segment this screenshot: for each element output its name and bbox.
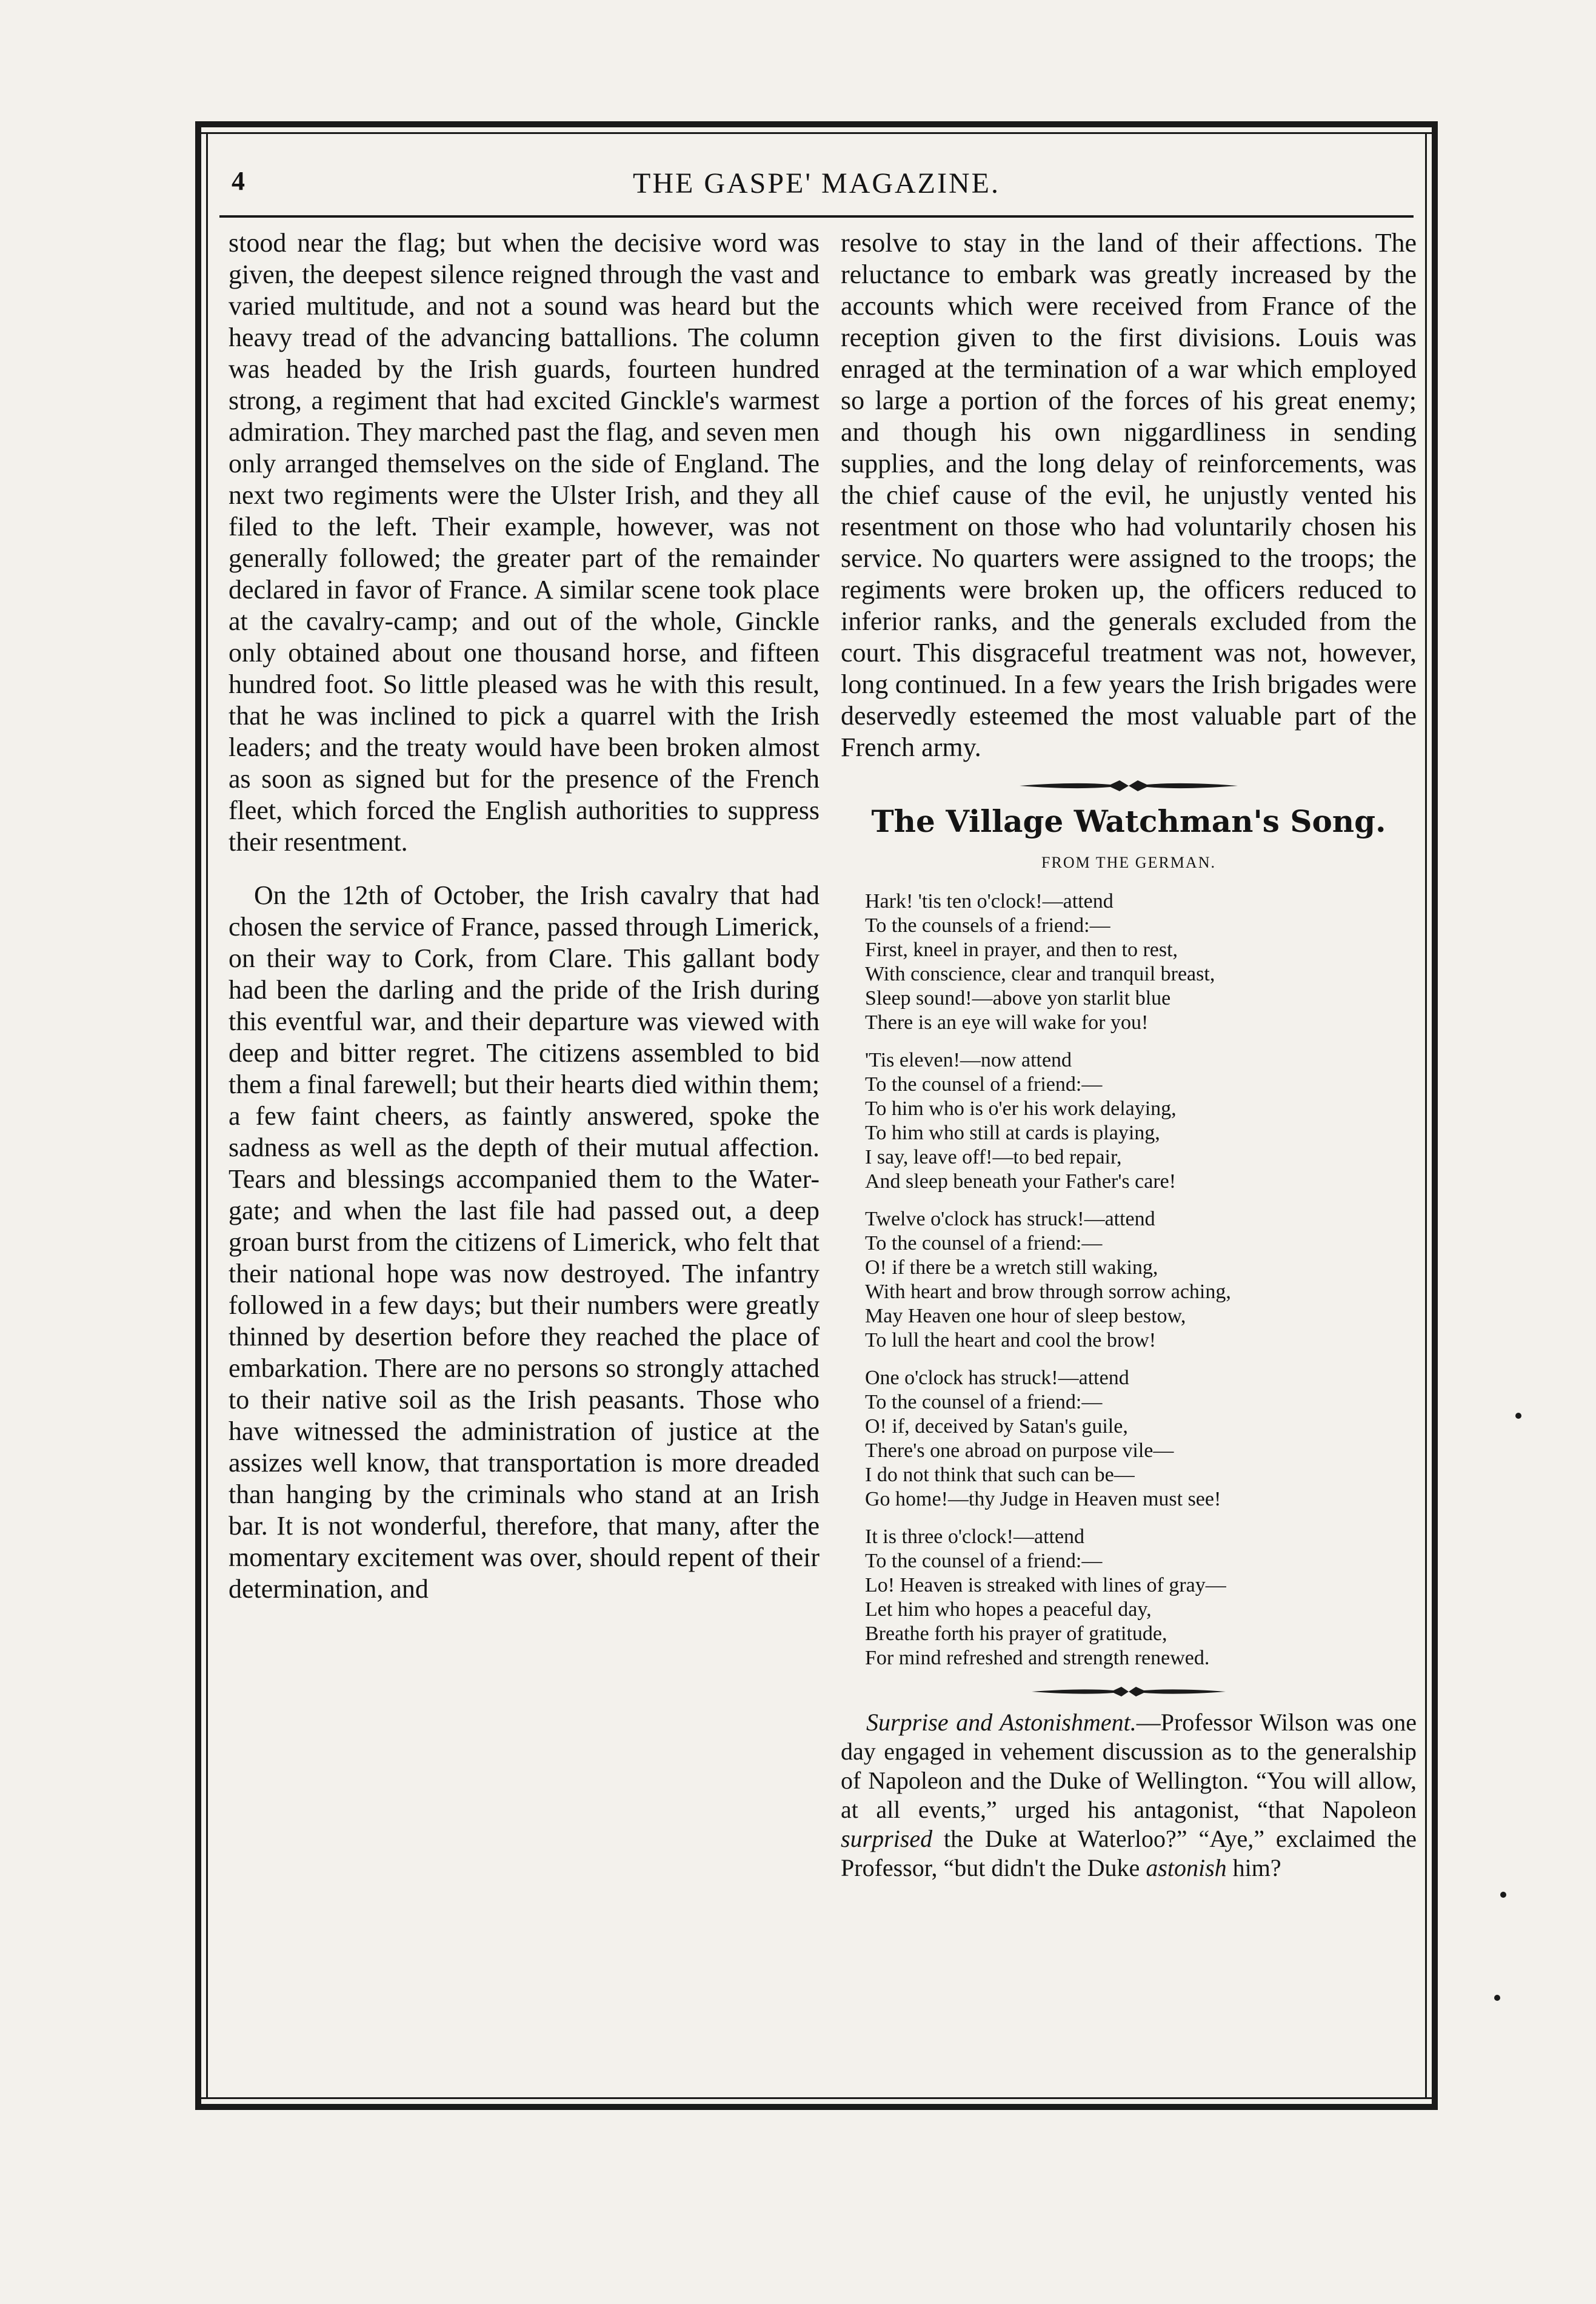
article-paragraph: resolve to stay in the land of their affections. The reluctance to embark was greatly increased by the accounts which were received from France of the reception given to the first divisions. Louis was enraged at the termination of a war which employed so large a portion of the forces of his great enemy; and though his own niggardliness in sending supplies, and the long delay of reinforcements, was the chief cause of the evil, he unjustly vented his resentment on those who had voluntarily chosen his service. No quarters were assigned to the troops; the regiments were broken up, the officers reduced to inferior ranks, and the generals excluded from the court. This disgraceful treatment was not, however, long continued. In a few years the Irish brigades were deservedly esteemed the most valuable part of the French army. <box>841 228 1417 762</box>
anecdote-text: the Duke at Waterloo?” “Aye,” exclaimed the Professor, “but didn't the Duke <box>841 1825 1417 1881</box>
poem-line: I do not think that such can be— <box>865 1464 1135 1486</box>
border-rule <box>195 121 1438 127</box>
poem-line: Let him who hopes a peaceful day, <box>865 1598 1152 1621</box>
article-paragraph: stood near the flag; but when the decisive word was given, the deepest silence reigned through the vast and varied multitude, and not a sound was heard but the heavy tread of the advancing battallions. The column was headed by the Irish guards, fourteen hundred strong, a regiment that had excited Ginckle's warmest admiration. They marched past the flag, and seven men only arranged themselves on the side of England. The next two regiments were the Ulster Irish, and they all filed to the left. Their example, however, was not generally followed; the greater part of the remainder declared in favor of France. A similar scene took place at the cavalry-camp; and out of the whole, Ginckle only obtained about one thousand horse, and fifteen hundred foot. So little pleased was he with this result, that he was inclined to pick a quarrel with the Irish leaders; and the treaty would have been broken almost as soon as signed but for the presence of the French fleet, which forced the English authorities to suppress their resentment. <box>229 228 820 857</box>
border-rule <box>195 2104 1438 2110</box>
poem-stanza <box>865 1207 1417 1353</box>
ornament-divider-icon <box>1020 777 1238 795</box>
poem-line: May Heaven one hour of sleep bestow, <box>865 1305 1186 1327</box>
poem-stanza <box>865 1048 1417 1194</box>
page-header <box>219 149 1414 218</box>
border-rule <box>1432 121 1438 2110</box>
poem-line: Go home!—thy Judge in Heaven must see! <box>865 1488 1221 1510</box>
poem-subtitle: FROM THE GERMAN. <box>1041 854 1216 871</box>
poem-line: With heart and brow through sorrow aching, <box>865 1281 1231 1303</box>
poem-line: First, kneel in prayer, and then to rest, <box>865 939 1178 961</box>
poem-line: 'Tis eleven!—now attend <box>865 1049 1072 1071</box>
anecdote-text: him? <box>1226 1854 1281 1881</box>
poem-line: For mind refreshed and strength renewed. <box>865 1647 1210 1669</box>
anecdote-emphasis: astonish <box>1146 1854 1227 1881</box>
poem-stanza <box>865 1525 1417 1670</box>
poem-line: One o'clock has struck!—attend <box>865 1367 1129 1389</box>
running-title: THE GASPE' MAGAZINE. <box>633 167 1000 199</box>
poem-line: There is an eye will wake for you! <box>865 1011 1149 1034</box>
right-column <box>841 227 1417 1883</box>
poem-line: Twelve o'clock has struck!—attend <box>865 1208 1155 1230</box>
page-number: 4 <box>232 166 245 196</box>
poem-line: And sleep beneath your Father's care! <box>865 1170 1177 1193</box>
poem-line: To the counsel of a friend:— <box>865 1073 1103 1096</box>
poem-line: Hark! 'tis ten o'clock!—attend <box>865 890 1114 913</box>
border-rule <box>195 132 1438 134</box>
poem-line: O! if, deceived by Satan's guile, <box>865 1415 1128 1438</box>
anecdote-title: Surprise and Astonishment. <box>866 1709 1137 1736</box>
ink-speck <box>1500 1892 1506 1898</box>
anecdote-text: —Professor Wilson was one day engaged in vehement discussion as to the generalship of Napoleon and the Duke of Wellington. “You will allow, at all events,” urged his antagonist, “that Napoleon <box>841 1709 1417 1823</box>
left-column <box>229 227 820 1605</box>
poem-line: Sleep sound!—above yon starlit blue <box>865 987 1171 1010</box>
poem-line: Breathe forth his prayer of gratitude, <box>865 1623 1167 1645</box>
poem-line: To the counsel of a friend:— <box>865 1550 1103 1572</box>
border-rule <box>206 132 208 2099</box>
page-frame <box>195 121 1438 2110</box>
poem-line: With conscience, clear and tranquil breast, <box>865 963 1215 985</box>
poem-line: I say, leave off!—to bed repair, <box>865 1146 1122 1168</box>
anecdote-paragraph <box>841 1708 1417 1883</box>
border-rule <box>195 121 201 2110</box>
border-rule <box>1425 132 1427 2099</box>
poem-line: To him who still at cards is playing, <box>865 1122 1160 1144</box>
poem-title: The Village Watchman's Song. <box>871 803 1386 839</box>
poem-line: It is three o'clock!—attend <box>865 1525 1085 1548</box>
poem-stanza <box>865 1366 1417 1512</box>
ink-speck <box>1494 1995 1500 2001</box>
ornament-divider-icon <box>1032 1684 1226 1700</box>
poem-line: To him who is o'er his work delaying, <box>865 1097 1177 1120</box>
border-rule <box>195 2097 1438 2099</box>
poem-line: O! if there be a wretch still waking, <box>865 1256 1158 1279</box>
poem-line: Lo! Heaven is streaked with lines of gray— <box>865 1574 1226 1596</box>
poem-line: To the counsels of a friend:— <box>865 914 1110 937</box>
poem-line: There's one abroad on purpose vile— <box>865 1439 1174 1462</box>
poem-stanza <box>865 889 1417 1035</box>
poem-line: To lull the heart and cool the brow! <box>865 1329 1157 1351</box>
ink-speck <box>1515 1413 1521 1419</box>
anecdote-emphasis: surprised <box>841 1825 933 1852</box>
article-paragraph: On the 12th of October, the Irish cavalry that had chosen the service of France, passed through Limerick, on their way to Cork, from Clare. This gallant body had been the darling and the pride of the Irish during this eventful war, and their departure was viewed with deep and bitter regret. The citizens assembled to bid them a final farewell; but their hearts died within them; a few faint cheers, as faintly answered, spoke the sadness as well as the depth of their mutual affection. Tears and blessings accompanied them to the Water-gate; and when the last file had passed out, a deep groan burst from the citizens of Limerick, who felt that their national hope was now destroyed. The infantry followed in a few days; but their numbers were greatly thinned by desertion before they reached the place of embarkation. There are no persons so strongly attached to their native soil as the Irish peasants. Those who have witnessed the administration of justice at the assizes well know, that transportation is more dreaded than hanging by the criminals who stand at an Irish bar. It is not wonderful, therefore, that many, after the momentary excitement was over, should repent of their determination, and <box>229 880 820 1604</box>
poem <box>841 889 1417 1670</box>
poem-line: To the counsel of a friend:— <box>865 1232 1103 1254</box>
poem-line: To the counsel of a friend:— <box>865 1391 1103 1413</box>
